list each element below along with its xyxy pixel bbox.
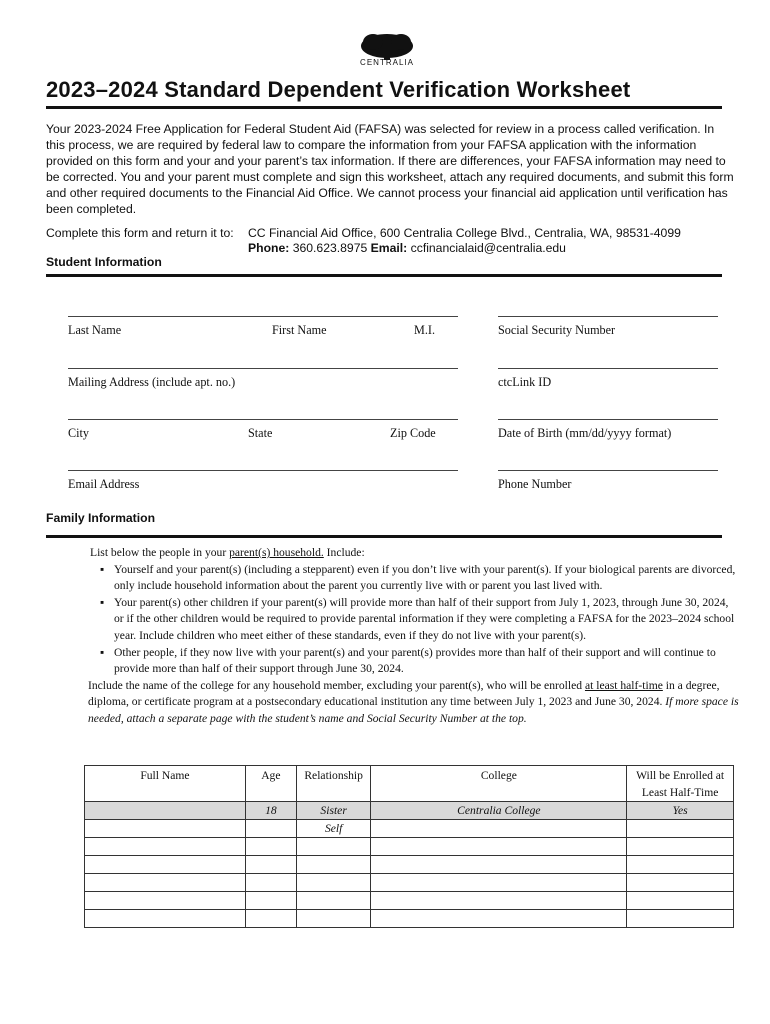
email-value[interactable]: ccfinancialaid@centralia.edu xyxy=(410,241,566,255)
cell-college[interactable] xyxy=(371,820,627,838)
dob-label: Date of Birth (mm/dd/yyyy format) xyxy=(498,426,672,440)
list-item xyxy=(100,595,740,645)
centralia-tree-logo xyxy=(355,30,419,74)
logo-text: CENTRALIA xyxy=(360,58,414,67)
household-criteria-list xyxy=(90,562,740,678)
col-relationship: Relationship xyxy=(296,766,371,802)
criteria-text: Other people, if they now live with your parent(s) and your parent(s) provides more than half of their support and will continue to provide more than half of their support through June 30, 2024. xyxy=(114,645,716,676)
cell-enrolled[interactable] xyxy=(627,874,734,892)
criteria-text: Your parent(s) other children if your parent(s) will provide more than half of their support from July 1, 2023, through June 30, 2024, or if the other children would be required to provide parental information if they were completing a FAFSA for the 2023–2024 school year. Include children who meet either of these standards, even if they do not live with your parent(s). xyxy=(114,595,735,642)
phone-field[interactable] xyxy=(498,470,718,471)
zip-label: Zip Code xyxy=(390,426,436,440)
email-label: Email: xyxy=(370,241,408,255)
table-row xyxy=(85,820,734,838)
criteria-text: Yourself and your parent(s) (including a stepparent) even if you don’t live with your parent(s). If your biological parents are divorced, only include household information about the parent you currently live with or parent you last lived with. xyxy=(114,562,736,593)
col-enrolled: Will be Enrolled at Least Half-Time xyxy=(627,766,734,802)
phone-value: 360.623.8975 xyxy=(292,241,368,255)
title-rule xyxy=(46,106,722,109)
extra-space-note: If more space is needed, attach a separate page with the student’s name and Social Security Number at the top. xyxy=(88,695,739,725)
cell-full-name[interactable] xyxy=(85,856,246,874)
first-name-label: First Name xyxy=(272,323,327,337)
mailing-address-label: Mailing Address (include apt. no.) xyxy=(68,375,236,389)
cell-full-name[interactable] xyxy=(85,820,246,838)
table-row xyxy=(85,892,734,910)
email-field[interactable] xyxy=(68,470,458,471)
college-note-middle: in a degree, diploma, or certificate program at a postsecondary educational institution any time between July 1, 2023 and June 30, 2024. xyxy=(88,678,720,709)
half-time-term: at least half-time xyxy=(584,678,663,692)
table-row xyxy=(85,802,734,820)
list-intro-text: List below the people in your xyxy=(90,546,230,559)
family-info-rule xyxy=(46,535,722,538)
name-field[interactable] xyxy=(68,316,458,317)
cell-age[interactable] xyxy=(245,820,296,838)
cell-relationship[interactable] xyxy=(296,856,371,874)
cell-enrolled[interactable] xyxy=(627,910,734,928)
phone-number-label: Phone Number xyxy=(498,477,572,491)
table-row xyxy=(85,910,734,928)
page-title: 2023–2024 Standard Dependent Verification Worksheet xyxy=(46,77,631,102)
cell-age[interactable] xyxy=(245,892,296,910)
city-state-zip-field[interactable] xyxy=(68,419,458,420)
return-address: CC Financial Aid Office, 600 Centralia College Blvd., Centralia, WA, 98531-4099 xyxy=(248,226,681,240)
cell-college[interactable] xyxy=(371,856,627,874)
col-full-name: Full Name xyxy=(85,766,246,802)
student-info-rule xyxy=(46,274,722,277)
cell-relationship[interactable] xyxy=(296,910,371,928)
cell-full-name[interactable] xyxy=(85,838,246,856)
cell-full-name[interactable] xyxy=(85,802,246,820)
household-term: parent(s) household. xyxy=(229,546,324,559)
cell-full-name[interactable] xyxy=(85,892,246,910)
mailing-address-field[interactable] xyxy=(68,368,458,369)
cell-relationship[interactable] xyxy=(296,838,371,856)
college-note xyxy=(88,678,740,728)
email-address-label: Email Address xyxy=(68,477,140,491)
table-row xyxy=(85,874,734,892)
cell-age[interactable] xyxy=(245,910,296,928)
cell-enrolled[interactable] xyxy=(627,892,734,910)
list-intro xyxy=(90,545,740,562)
cell-relationship[interactable] xyxy=(296,892,371,910)
cell-full-name[interactable] xyxy=(85,910,246,928)
cell-college[interactable] xyxy=(371,874,627,892)
bullet-icon: ▪ xyxy=(100,645,105,659)
phone-label: Phone: xyxy=(248,241,290,255)
student-info-heading: Student Information xyxy=(46,255,162,269)
cell-age[interactable]: 18 xyxy=(245,802,296,820)
list-item xyxy=(100,562,740,595)
return-label: Complete this form and return it to: xyxy=(46,226,234,240)
state-label: State xyxy=(248,426,273,440)
ctclink-id-field[interactable] xyxy=(498,368,718,369)
cell-college[interactable] xyxy=(371,838,627,856)
cell-relationship[interactable] xyxy=(296,874,371,892)
intro-paragraph: Your 2023-2024 Free Application for Federal Student Aid (FAFSA) was selected for review in a process called verification. In this process, we are required by federal law to compare the information from your FAFSA application with the information provided on this form and your and your parent’s tax information. If there are differences, your FAFSA information may need to be corrected. You and your parent must complete and sign this worksheet, attach any required documents, and submit this form and other required documents to the Financial Aid Office. We cannot process your financial aid application until verification has been completed. xyxy=(46,122,734,217)
dob-field[interactable] xyxy=(498,419,718,420)
family-info-heading: Family Information xyxy=(46,511,156,525)
ssn-field[interactable] xyxy=(498,316,718,317)
col-college: College xyxy=(371,766,627,802)
cell-relationship[interactable]: Self xyxy=(296,820,371,838)
table-row xyxy=(85,838,734,856)
cell-age[interactable] xyxy=(245,874,296,892)
cell-full-name[interactable] xyxy=(85,874,246,892)
cell-college[interactable] xyxy=(371,892,627,910)
college-note-text: Include the name of the college for any household member, excluding your parent(s), who will be enrolled xyxy=(88,678,585,692)
ssn-label: Social Security Number xyxy=(498,323,616,337)
ctclink-id-label: ctcLink ID xyxy=(498,375,552,389)
cell-college[interactable]: Centralia College xyxy=(371,802,627,820)
cell-enrolled[interactable] xyxy=(627,838,734,856)
table-header-row xyxy=(85,766,734,802)
cell-relationship[interactable]: Sister xyxy=(296,802,371,820)
cell-age[interactable] xyxy=(245,838,296,856)
cell-college[interactable] xyxy=(371,910,627,928)
mi-label: M.I. xyxy=(414,323,435,337)
household-members-table xyxy=(84,765,734,928)
cell-age[interactable] xyxy=(245,856,296,874)
list-item xyxy=(100,645,740,678)
bullet-icon: ▪ xyxy=(100,562,105,576)
list-intro-suffix: Include: xyxy=(323,546,365,559)
col-age: Age xyxy=(245,766,296,802)
contact-line xyxy=(248,240,566,256)
cell-enrolled[interactable] xyxy=(627,856,734,874)
intro-text xyxy=(46,121,736,218)
cell-enrolled[interactable]: Yes xyxy=(627,802,734,820)
cell-enrolled[interactable] xyxy=(627,820,734,838)
table-row xyxy=(85,856,734,874)
bullet-icon: ▪ xyxy=(100,595,105,609)
family-instructions xyxy=(90,545,740,728)
city-label: City xyxy=(68,426,89,440)
last-name-label: Last Name xyxy=(68,323,122,337)
